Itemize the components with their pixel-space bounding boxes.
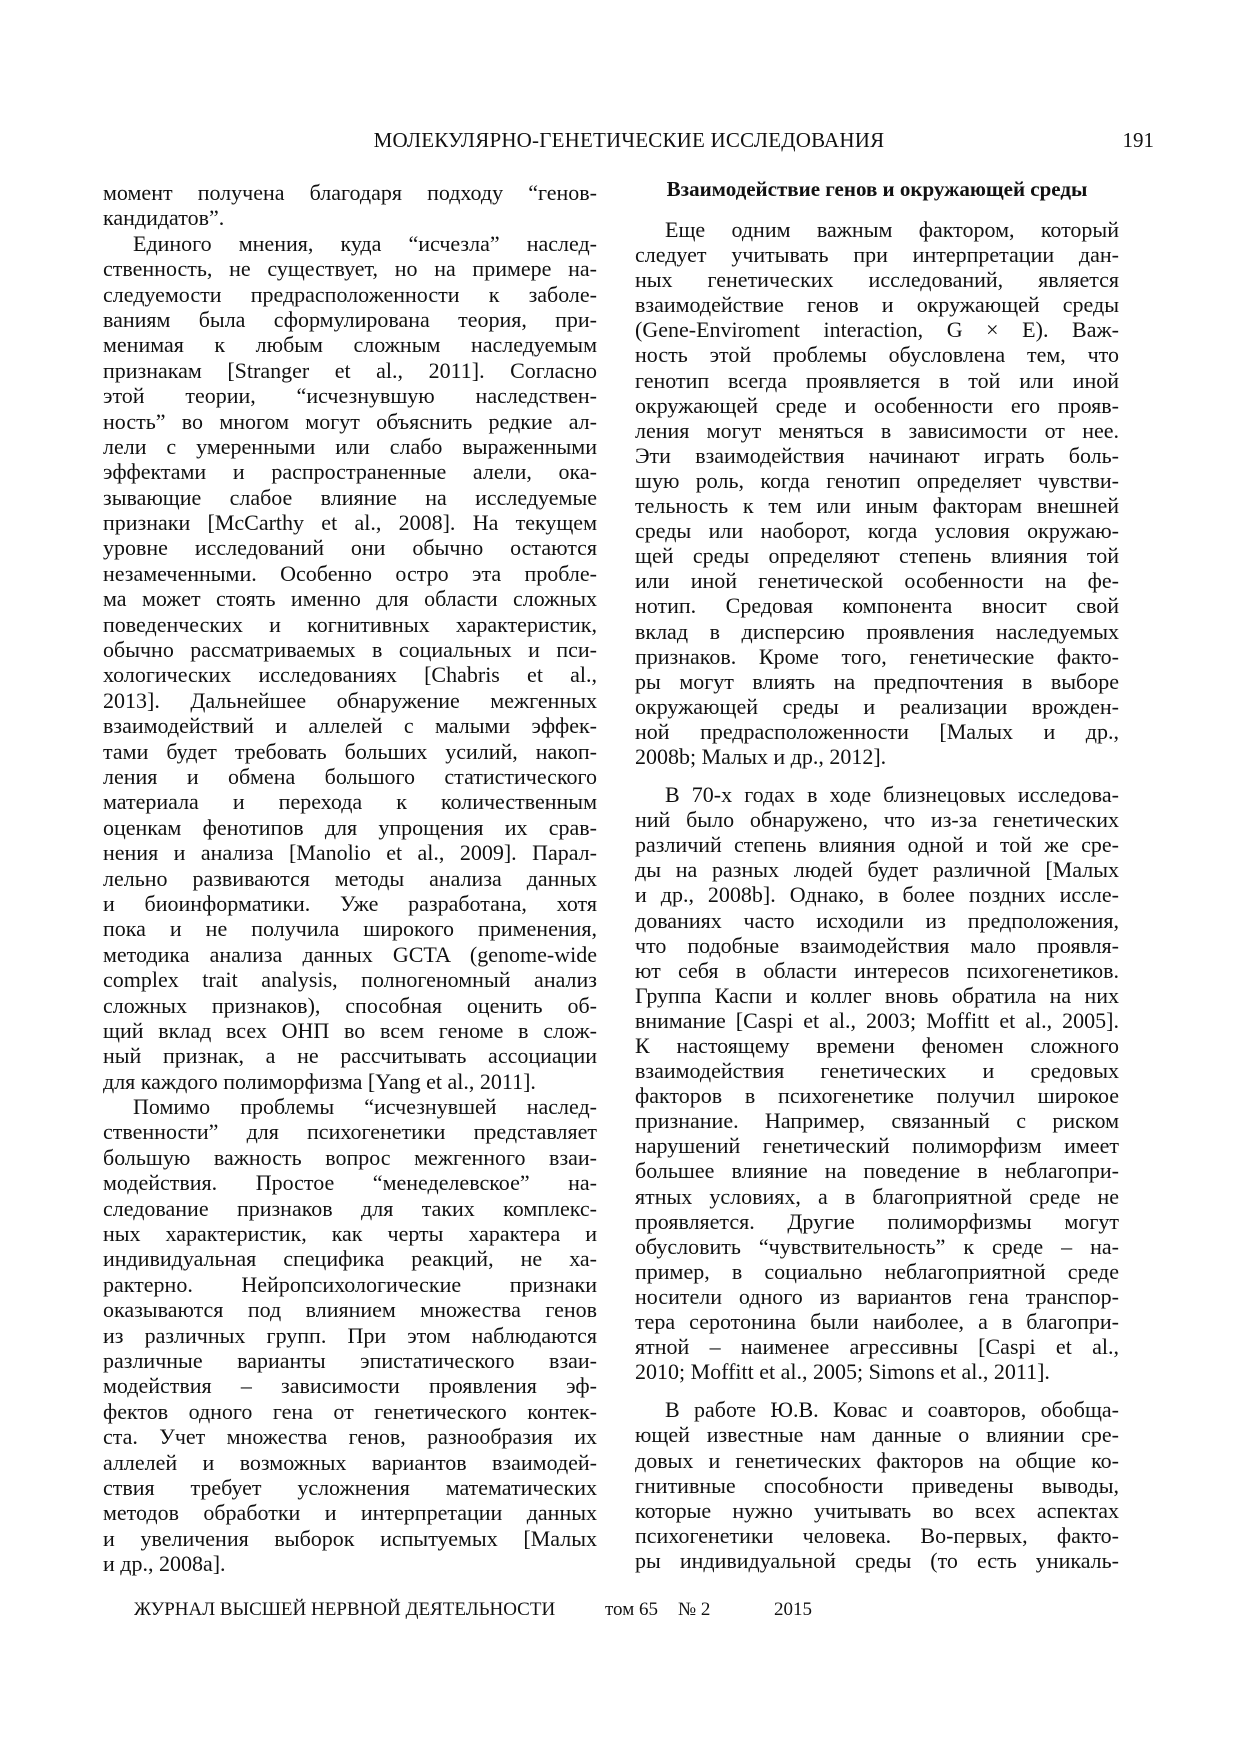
text-line: рактерно. Нейропсихологические признаки	[103, 1271, 597, 1297]
text-line: ный признак, а не рассчитывать ассоциации	[103, 1043, 597, 1069]
text-line: ма может стоять именно для области сложных	[103, 586, 597, 612]
text-line: ственности” для психогенетики представляет	[103, 1119, 597, 1145]
text-line: для каждого полиморфизма [Yang et al., 2011].	[103, 1068, 536, 1094]
text-line: пока и не получила широкого применения,	[103, 916, 597, 942]
text-line: этой теории, “исчезнувшую наследствен-	[103, 383, 597, 409]
text-line: ность этой проблемы обусловлена тем, что	[635, 342, 1119, 368]
footer-issue: № 2	[678, 1599, 711, 1620]
text-line: лели с умеренными или слабо выраженными	[103, 433, 597, 459]
text-line: уровне исследований они обычно остаются	[103, 535, 597, 561]
text-line: генотип всегда проявляется в той или иной	[635, 367, 1119, 393]
text-line: ятных условиях, а в благоприятной среде не	[635, 1183, 1119, 1209]
text-line: ность” во многом могут объяснить редкие ал-	[103, 408, 597, 434]
text-line: признаки [McCarthy et al., 2008]. На текущем	[103, 510, 597, 536]
text-line: менимая к любым сложным наследуемым	[103, 332, 597, 358]
text-line: 2013]. Дальнейшее обнаружение межгенных	[103, 687, 597, 713]
paragraph	[103, 231, 597, 1094]
text-line: материала и перехода к количественным	[103, 789, 597, 815]
text-line: модействия. Простое “менеделевское” на-	[103, 1170, 597, 1196]
footer-year: 2015	[774, 1599, 812, 1620]
text-line: нотип. Средовая компонента вносит свой	[635, 593, 1119, 619]
text-line: ственность, не существует, но на примере на-	[103, 256, 597, 282]
text-line: хологических исследованиях [Chabris et al.,	[103, 662, 597, 688]
text-line: обусловить “чувствительность” к среде – на-	[635, 1233, 1119, 1259]
text-line: признакам [Stranger et al., 2011]. Согласно	[103, 357, 597, 383]
text-line: которые нужно учитывать во всех аспектах	[635, 1497, 1119, 1523]
text-line: различные варианты эпистатического взаи-	[103, 1347, 597, 1373]
text-line: индивидуальная специфика реакций, не ха-	[103, 1246, 597, 1272]
text-line: ры могут влиять на предпочтения в выборе	[635, 668, 1119, 694]
text-line: К настоящему времени феномен сложного	[635, 1033, 1119, 1058]
paragraph	[103, 180, 597, 231]
text-line: В работе Ю.В. Ковас и соавторов, обобща-	[665, 1397, 1119, 1423]
text-line: ных характеристик, как черты характера и	[103, 1221, 597, 1247]
text-line: следуемости предрасположенности к заболе-	[103, 281, 597, 307]
text-line: пример, в социально неблагоприятной среде	[635, 1258, 1119, 1284]
text-line: взаимодействия генетических и средовых	[635, 1058, 1119, 1084]
text-line: тера серотонина были наиболее, а в благопри-	[635, 1309, 1119, 1335]
text-line: ют себя в области интересов психогенетиков.	[635, 957, 1119, 983]
text-line: ры индивидуальной среды (то есть уникаль-	[635, 1547, 1119, 1573]
text-line: ды на разных людей будет различной [Малых	[635, 857, 1119, 883]
text-line: факторов в психогенетике получил широкое	[635, 1083, 1119, 1109]
text-line: 2010; Moffitt et al., 2005; Simons et al., 2011].	[635, 1359, 1050, 1385]
right-column	[635, 175, 1119, 1573]
text-line: окружающей среды и реализации врожден-	[635, 693, 1119, 719]
section-heading: Взаимодействие генов и окружающей среды	[666, 177, 1088, 201]
text-line: окружающей среде и особенности его прояв-	[635, 392, 1119, 418]
text-line: ной предрасположенности [Малых и др.,	[635, 718, 1119, 744]
text-line: нарушений генетический полиморфизм имеет	[635, 1133, 1119, 1159]
text-line: большую важность вопрос межгенного взаи-	[103, 1144, 597, 1170]
text-line: методика анализа данных GCTA (genome-wide	[103, 941, 597, 967]
paragraph	[635, 217, 1119, 769]
text-line: признаков. Кроме того, генетические факто-	[635, 643, 1119, 669]
text-line: внимание [Caspi et al., 2003; Moffitt et al., 2005].	[635, 1007, 1119, 1033]
text-line: 2008b; Малых и др., 2012].	[635, 743, 887, 769]
page-number: 191	[1122, 128, 1154, 152]
text-line: и биоинформатики. Уже разработана, хотя	[103, 890, 597, 916]
text-line: из различных групп. При этом наблюдаются	[103, 1322, 597, 1348]
text-line: Помимо проблемы “исчезнувшей наслед-	[133, 1094, 597, 1120]
text-line: ления и обмена большого статистического	[103, 763, 597, 789]
text-line: взаимодействий и аллелей с малыми эффек-	[103, 713, 597, 739]
running-title: МОЛЕКУЛЯРНО-ГЕНЕТИЧЕСКИЕ ИССЛЕДОВАНИЯ	[373, 128, 885, 152]
text-line: момент получена благодаря подходу “генов-	[103, 180, 597, 205]
text-line: аллелей и возможных вариантов взаимодей-	[103, 1449, 597, 1475]
text-line: модействия – зависимости проявления эф-	[103, 1373, 597, 1399]
text-line: ных генетических исследований, является	[635, 267, 1119, 293]
text-line: ющей известные нам данные о влиянии сре-	[635, 1422, 1119, 1448]
text-line: и др., 2008а].	[103, 1551, 226, 1577]
text-line: щий вклад всех ОНП во всем геноме в слож-	[103, 1017, 597, 1043]
text-line: ваниям была сформулирована теория, при-	[103, 306, 597, 332]
text-line: кандидатов”.	[103, 205, 225, 231]
text-line: ятной – наименее агрессивны [Caspi et al.,	[635, 1334, 1119, 1360]
text-line: тами будет требовать больших усилий, накоп-	[103, 738, 597, 764]
footer-journal-name: ЖУРНАЛ ВЫСШЕЙ НЕРВНОЙ ДЕЯТЕЛЬНОСТИ	[134, 1599, 556, 1620]
text-line: оценкам фенотипов для упрощения их срав-	[103, 814, 597, 840]
text-line: ствия требует усложнения математических	[103, 1474, 597, 1500]
text-line: признание. Например, связанный с риском	[635, 1108, 1119, 1134]
text-line: носители одного из вариантов гена транспор-	[635, 1283, 1119, 1309]
text-line: вклад в дисперсию проявления наследуемых	[635, 618, 1119, 644]
paragraph	[635, 1397, 1119, 1573]
text-line: и увеличения выборок испытуемых [Малых	[103, 1525, 597, 1551]
text-line: следует учитывать при интерпретации дан-	[635, 242, 1119, 268]
text-line: дованиях часто исходили из предположения,	[635, 907, 1119, 933]
text-line: большее влияние на поведение в неблагопри-	[635, 1158, 1119, 1184]
text-line: поведенческих и когнитивных характеристик,	[103, 611, 597, 637]
text-line: гнитивные способности приведены выводы,	[635, 1472, 1119, 1498]
text-line: проявляется. Другие полиморфизмы могут	[635, 1208, 1119, 1234]
text-line: оказываются под влиянием множества генов	[103, 1297, 597, 1323]
text-line: взаимодействие генов и окружающей среды	[635, 292, 1119, 318]
text-line: незамеченными. Особенно остро эта пробле-	[103, 560, 597, 586]
text-line: различий степень влияния одной и той же сре-	[635, 832, 1119, 858]
text-line: щей среды определяют степень влияния той	[635, 543, 1119, 569]
text-line: психогенетики человека. Во-первых, факто-	[635, 1522, 1119, 1548]
text-line: В 70-х годах в ходе близнецовых исследова-	[665, 782, 1119, 808]
text-line: лельно развиваются методы анализа данных	[103, 865, 597, 891]
text-line: обычно рассматриваемых в социальных и пси-	[103, 637, 597, 663]
text-line: нения и анализа [Manolio et al., 2009]. Парал-	[103, 840, 597, 866]
text-line: методов обработки и интерпретации данных	[103, 1500, 597, 1526]
text-line: что подобные взаимодействия мало проявля-	[635, 932, 1119, 958]
text-line: Еще одним важным фактором, который	[665, 217, 1119, 242]
text-line: эффектами и распространенные алели, ока-	[103, 459, 597, 485]
text-line: Эти взаимодействия начинают играть боль-	[635, 442, 1119, 468]
text-line: среды или наоборот, когда условия окружаю-	[635, 518, 1119, 544]
text-line: и др., 2008b]. Однако, в более поздних иссле-	[635, 882, 1119, 908]
text-line: зывающие слабое влияние на исследуемые	[103, 484, 597, 510]
text-line: фектов одного гена от генетического контек-	[103, 1398, 597, 1424]
text-line: довых и генетических факторов на общие ко-	[635, 1447, 1119, 1473]
text-line: Единого мнения, куда “исчезла” наслед-	[133, 230, 597, 256]
text-line: шую роль, когда генотип определяет чувстви-	[635, 467, 1119, 493]
text-line: сложных признаков), способная оценить об-	[103, 992, 597, 1018]
text-line: тельность к тем или иным факторам внешней	[635, 493, 1119, 519]
paragraph	[103, 1094, 597, 1576]
text-line: или иной генетической особенности на фе-	[635, 568, 1119, 594]
footer-volume: том 65	[605, 1599, 658, 1620]
paragraph	[635, 782, 1119, 1384]
text-line: (Gene-Enviroment interaction, G × E). Важ-	[635, 317, 1119, 343]
text-line: ста. Учет множества генов, разнообразия их	[103, 1424, 597, 1450]
text-line: ления могут меняться в зависимости от нее.	[635, 417, 1119, 443]
text-line: Группа Каспи и коллег вновь обратила на них	[635, 982, 1119, 1008]
text-line: ний было обнаружено, что из-за генетических	[635, 807, 1119, 833]
text-line: complex trait analysis, полногеномный анализ	[103, 967, 597, 993]
text-line: следование признаков для таких комплекс-	[103, 1195, 597, 1221]
left-column	[103, 180, 597, 1576]
